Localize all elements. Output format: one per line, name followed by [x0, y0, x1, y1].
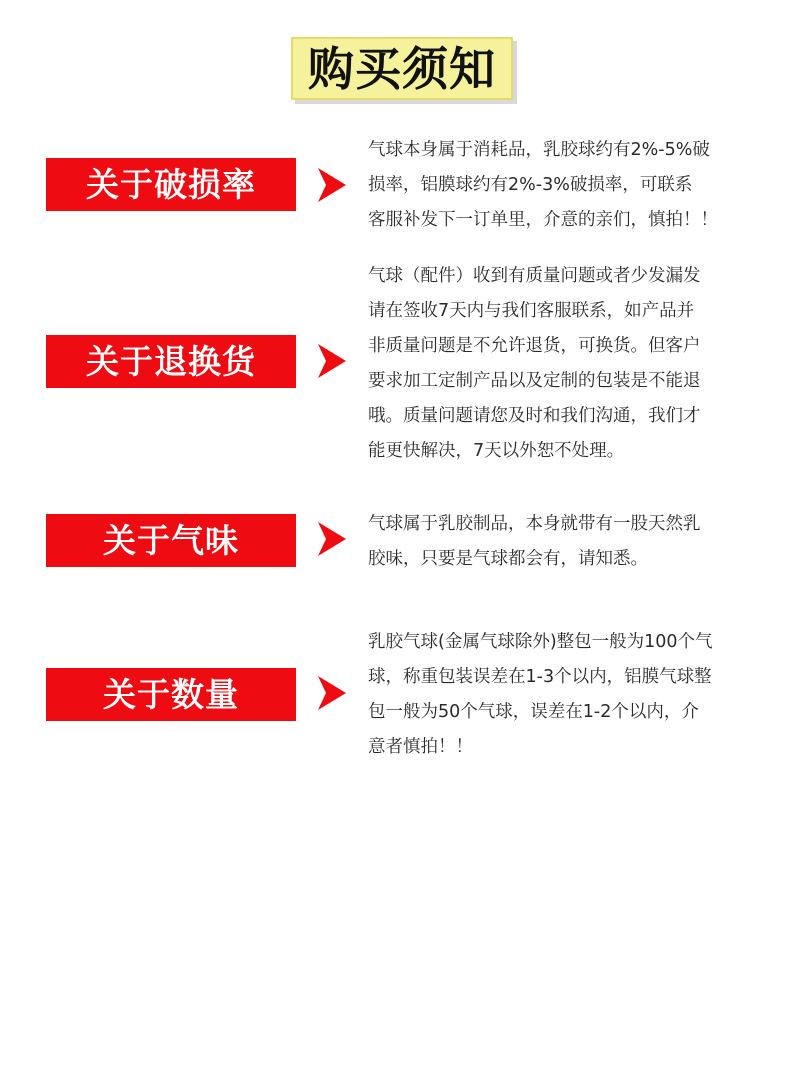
- chevron-right-icon: [316, 341, 348, 381]
- description-line: 请在签收7天内与我们客服联系，如产品并: [368, 301, 695, 321]
- section-label-box: [46, 158, 296, 211]
- section-label: 关于数量: [103, 675, 239, 714]
- chevron-right-icon: [316, 673, 348, 713]
- section-label-box: [46, 668, 296, 721]
- description-line: 能更快解决，7天以外恕不处理。: [368, 441, 625, 461]
- section-label-box: [46, 335, 296, 388]
- description-line: 包一般为50个气球，误差在1-2个以内，介: [368, 702, 699, 722]
- section-label: 关于破损率: [86, 165, 256, 204]
- description-line: 球，称重包装误差在1-3个以内，铝膜气球整: [368, 667, 712, 687]
- description-line: 非质量问题是不允许退货，可换货。但客户: [368, 336, 701, 356]
- description-line: 气球本身属于消耗品，乳胶球约有2%-5%破: [368, 140, 710, 160]
- description-line: 意者慎拍！！: [368, 737, 473, 757]
- page-title-box: [291, 37, 513, 100]
- description-line: 气球属于乳胶制品，本身就带有一股天然乳: [368, 514, 701, 534]
- description-line: 哦。质量问题请您及时和我们沟通，我们才: [368, 406, 701, 426]
- section-description: [368, 133, 752, 238]
- description-line: 客服补发下一订单里，介意的亲们，慎拍！！: [368, 210, 718, 230]
- description-line: 乳胶气球(金属气球除外)整包一般为100个气: [368, 632, 713, 652]
- description-line: 胶味，只要是气球都会有，请知悉。: [368, 549, 648, 569]
- description-line: 损率，铝膜球约有2%-3%破损率，可联系: [368, 175, 693, 195]
- section-label-box: [46, 514, 296, 567]
- section-description: [368, 625, 752, 765]
- description-line: 气球（配件）收到有质量问题或者少发漏发: [368, 266, 701, 286]
- section-label: 关于气味: [103, 521, 239, 560]
- chevron-right-icon: [316, 519, 348, 559]
- section-label: 关于退换货: [86, 342, 256, 381]
- page-title: 购买须知: [308, 41, 496, 96]
- description-line: 要求加工定制产品以及定制的包装是不能退: [368, 371, 701, 391]
- section-description: [368, 507, 752, 577]
- chevron-right-icon: [316, 165, 348, 205]
- section-description: [368, 259, 752, 469]
